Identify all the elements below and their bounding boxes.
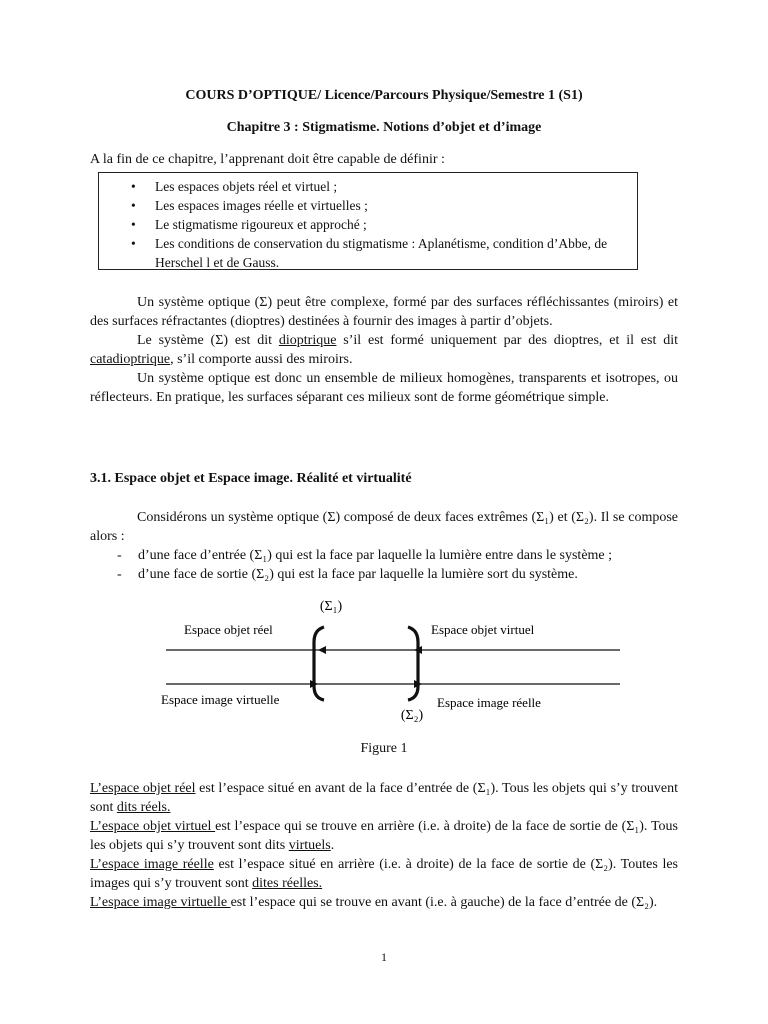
- definition-objet-reel: L’espace objet réel est l’espace situé en avant de la face d’entrée de (Σ₁). Tous les objets qui s’y trouvent sont dits réels.: [90, 781, 678, 815]
- objective-item: • Le stigmatisme rigoureux et approché ;: [131, 217, 367, 232]
- bullet-icon: •: [131, 179, 136, 194]
- paragraph-2: Le système (Σ) est dit dioptrique s’il est formé uniquement par des dioptres, et il est dit catadioptrique, s’il comporte aussi des miroirs.: [90, 333, 678, 367]
- bullet-icon: •: [131, 198, 136, 213]
- section-title: 3.1. Espace objet et Espace image. Réalité et virtualité: [90, 471, 412, 486]
- label-image-virtuelle: Espace image virtuelle: [161, 692, 280, 707]
- definition-objet-virtuel: L’espace objet virtuel est l’espace qui se trouve en arrière (i.e. à droite) de la face de sortie de (Σ₁). Tous les objets qui s’y trouvent sont dits virtuels.: [90, 819, 678, 853]
- sigma1-face: [314, 627, 324, 700]
- sigma2-label: (Σ₂): [400, 708, 424, 723]
- definition-image-virtuelle: L’espace image virtuelle est l’espace qui se trouve en avant (i.e. à gauche) de la face d’entrée de (Σ₂).: [90, 895, 658, 910]
- objective-item: • Les espaces objets réel et virtuel ;: [131, 179, 338, 194]
- objectives-box: [98, 172, 638, 270]
- label-image-reelle: Espace image réelle: [437, 695, 541, 710]
- label-objet-reel: Espace objet réel: [184, 622, 273, 637]
- definition-image-reelle: L’espace image réelle est l’espace situé en arrière (i.e. à droite) de la face de sortie de (Σ₂). Toutes les images qui s’y trouvent sont dites réelles.: [90, 857, 678, 891]
- intro-paragraphs: [90, 293, 678, 407]
- chapter-title: Chapitre 3 : Stigmatisme. Notions d’objet et d’image: [226, 120, 542, 135]
- bullet-icon: •: [131, 236, 136, 251]
- sigma1-label: (Σ₁): [319, 599, 343, 614]
- paragraph-3: Un système optique est donc un ensemble de milieux homogènes, transparents et isotropes, ou réflecteurs. En pratique, les surfaces séparant ces milieux sont de forme géométrique simple.: [90, 371, 678, 405]
- page-number: 1: [381, 950, 387, 964]
- list-item: - d’une face d’entrée (Σ₁) qui est la face par laquelle la lumière entre dans le système ;: [117, 548, 613, 563]
- sigma2-face: [408, 627, 418, 700]
- section-body: [90, 508, 678, 584]
- objectives-intro: A la fin de ce chapitre, l’apprenant doit être capable de définir :: [90, 152, 445, 167]
- figure-1-diagram: [0, 590, 768, 730]
- faces-list: [90, 546, 678, 584]
- definitions: [90, 779, 678, 912]
- label-objet-virtuel: Espace objet virtuel: [431, 622, 535, 637]
- figure-caption: Figure 1: [360, 741, 408, 756]
- bullet-icon: •: [131, 217, 136, 232]
- objective-item: • Les conditions de conservation du stigmatisme : Aplanétisme, condition d’Abbe, de Herschel l et de Gauss.: [131, 236, 608, 270]
- list-item: - d’une face de sortie (Σ₂) qui est la face par laquelle la lumière sort du système.: [117, 567, 578, 582]
- objectives-list: [99, 177, 637, 272]
- section-paragraph: Considérons un système optique (Σ) composé de deux faces extrêmes (Σ₁) et (Σ₂). Il se compose alors :: [90, 510, 678, 544]
- paragraph-1: Un système optique (Σ) peut être complexe, formé par des surfaces réfléchissantes (miroirs) et des surfaces réfractantes (dioptres) destinées à fournir des images à partir d’objets.: [90, 295, 678, 329]
- objective-item: • Les espaces images réelle et virtuelles ;: [131, 198, 368, 213]
- arrow-left-icon: [318, 646, 326, 654]
- course-title: COURS D’OPTIQUE/ Licence/Parcours Physique/Semestre 1 (S1): [185, 88, 583, 103]
